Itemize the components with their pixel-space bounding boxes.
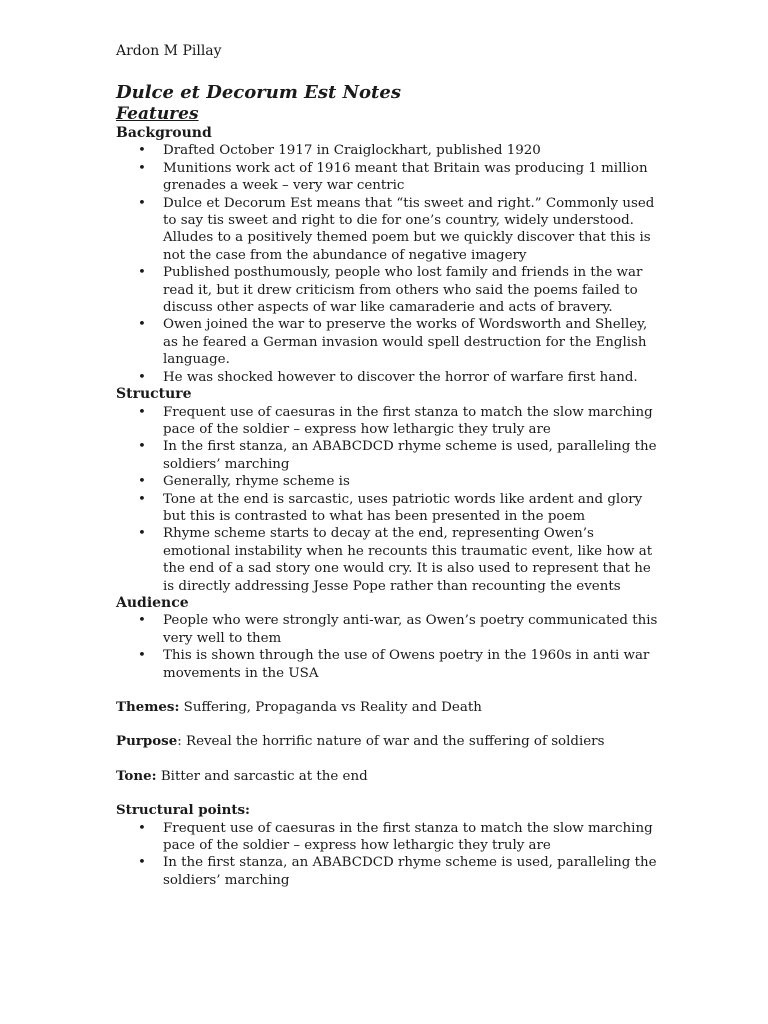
- notes-sections: [116, 125, 658, 682]
- structural-points-heading: Structural points:: [116, 802, 250, 819]
- list-item: [138, 491, 658, 526]
- list-item-text: In the first stanza, an ABABCDCD rhyme scheme is used, paralleling the soldiers’ marching: [163, 439, 657, 472]
- list-item-text: Frequent use of caesuras in the first stanza to match the slow marching pace of the soldier – express how lethargic they truly are: [163, 820, 653, 854]
- list-item: [138, 264, 658, 316]
- bullet-icon: •: [138, 160, 146, 176]
- themes-line: [116, 699, 658, 716]
- list-item-text: Frequent use of caesuras in the first stanza to match the slow marching pace of the soldier – express how lethargic they truly are: [163, 404, 653, 437]
- list-item-text: Published posthumously, people who lost family and friends in the war read it, but it drew criticism from others who said the poems failed to discuss other aspects of war like camaraderie and acts of bravery.: [163, 265, 643, 316]
- list-item: [138, 612, 658, 647]
- list-item: [138, 820, 658, 855]
- bullet-icon: •: [138, 265, 146, 281]
- section-heading-structure: Structure: [116, 386, 192, 403]
- section-heading-audience: Audience: [116, 594, 189, 611]
- list-item-text: Drafted October 1917 in Craiglockhart, published 1920: [163, 143, 541, 159]
- bullet-icon: •: [138, 369, 146, 385]
- list-item: [138, 525, 658, 595]
- bullet-icon: •: [138, 143, 146, 159]
- bullet-icon: •: [138, 439, 146, 455]
- list-item-text: This is shown through the use of Owens poetry in the 1960s in anti war movements in the USA: [163, 648, 650, 681]
- tone-line: [116, 768, 658, 785]
- list-item-text: He was shocked however to discover the horror of warfare first hand.: [163, 369, 638, 385]
- list-item-text: Owen joined the war to preserve the works of Wordsworth and Shelley, as he feared a German invasion would spell destruction for the English language.: [163, 317, 648, 368]
- list-item-text: Rhyme scheme starts to decay at the end, representing Owen’s emotional instability when he recounts this traumatic event, like how at the end of a sad story one would cry. It is also used to represent that he is directly addressing Jesse Pope rather than recounting the events: [163, 526, 653, 594]
- bullet-icon: •: [138, 820, 146, 836]
- list-item-text: Tone at the end is sarcastic, uses patriotic words like ardent and glory but this is contrasted to what has been presented in the poem: [163, 491, 643, 524]
- list-item-text: People who were strongly anti-war, as Owen’s poetry communicated this very well to them: [163, 613, 658, 646]
- list-item: [138, 647, 658, 682]
- list-item: [138, 316, 658, 368]
- list-item-text: Dulce et Decorum Est means that “tis sweet and right.” Commonly used to say tis sweet and right to die for one’s country, widely understood. Alludes to a positively themed poem but we quickly discover that this is not the case from the abundance of negative imagery: [163, 195, 655, 263]
- section-list: [116, 404, 658, 595]
- purpose-line: [116, 733, 658, 750]
- list-item-text: Generally, rhyme scheme is: [163, 474, 350, 490]
- themes-value: Suffering, Propaganda vs Reality and Death: [179, 700, 482, 715]
- bullet-icon: •: [138, 526, 146, 542]
- list-item: [138, 438, 658, 473]
- list-item-text: In the first stanza, an ABABCDCD rhyme scheme is used, paralleling the soldiers’ marching: [163, 855, 657, 888]
- list-item: [138, 369, 658, 386]
- section-heading-background: Background: [116, 125, 212, 141]
- section-list: [116, 142, 658, 386]
- purpose-value: : Reveal the horrific nature of war and the suffering of soldiers: [177, 734, 605, 750]
- list-item: [138, 160, 658, 195]
- tone-label: Tone:: [116, 767, 157, 784]
- list-item-text: Munitions work act of 1916 meant that Britain was producing 1 million grenades a week – very war centric: [163, 160, 648, 194]
- features-heading: Features: [116, 104, 199, 124]
- author-name: Ardon M Pillay: [116, 43, 222, 59]
- list-item: [138, 195, 658, 265]
- list-item: [138, 142, 658, 159]
- structural-points-list: [116, 820, 658, 890]
- bullet-icon: •: [138, 855, 146, 871]
- list-item: [138, 854, 658, 889]
- bullet-icon: •: [138, 195, 146, 211]
- bullet-icon: •: [138, 491, 146, 507]
- bullet-icon: •: [138, 474, 146, 490]
- bullet-icon: •: [138, 317, 146, 333]
- themes-label: Themes:: [116, 699, 180, 715]
- bullet-icon: •: [138, 613, 146, 629]
- list-item: [138, 473, 658, 490]
- bullet-icon: •: [138, 404, 146, 420]
- list-item: [138, 404, 658, 439]
- document-title: Dulce et Decorum Est Notes: [116, 82, 401, 103]
- tone-value: Bitter and sarcastic at the end: [156, 768, 368, 784]
- purpose-label: Purpose: [116, 733, 178, 750]
- bullet-icon: •: [138, 648, 146, 664]
- section-list: [116, 612, 658, 682]
